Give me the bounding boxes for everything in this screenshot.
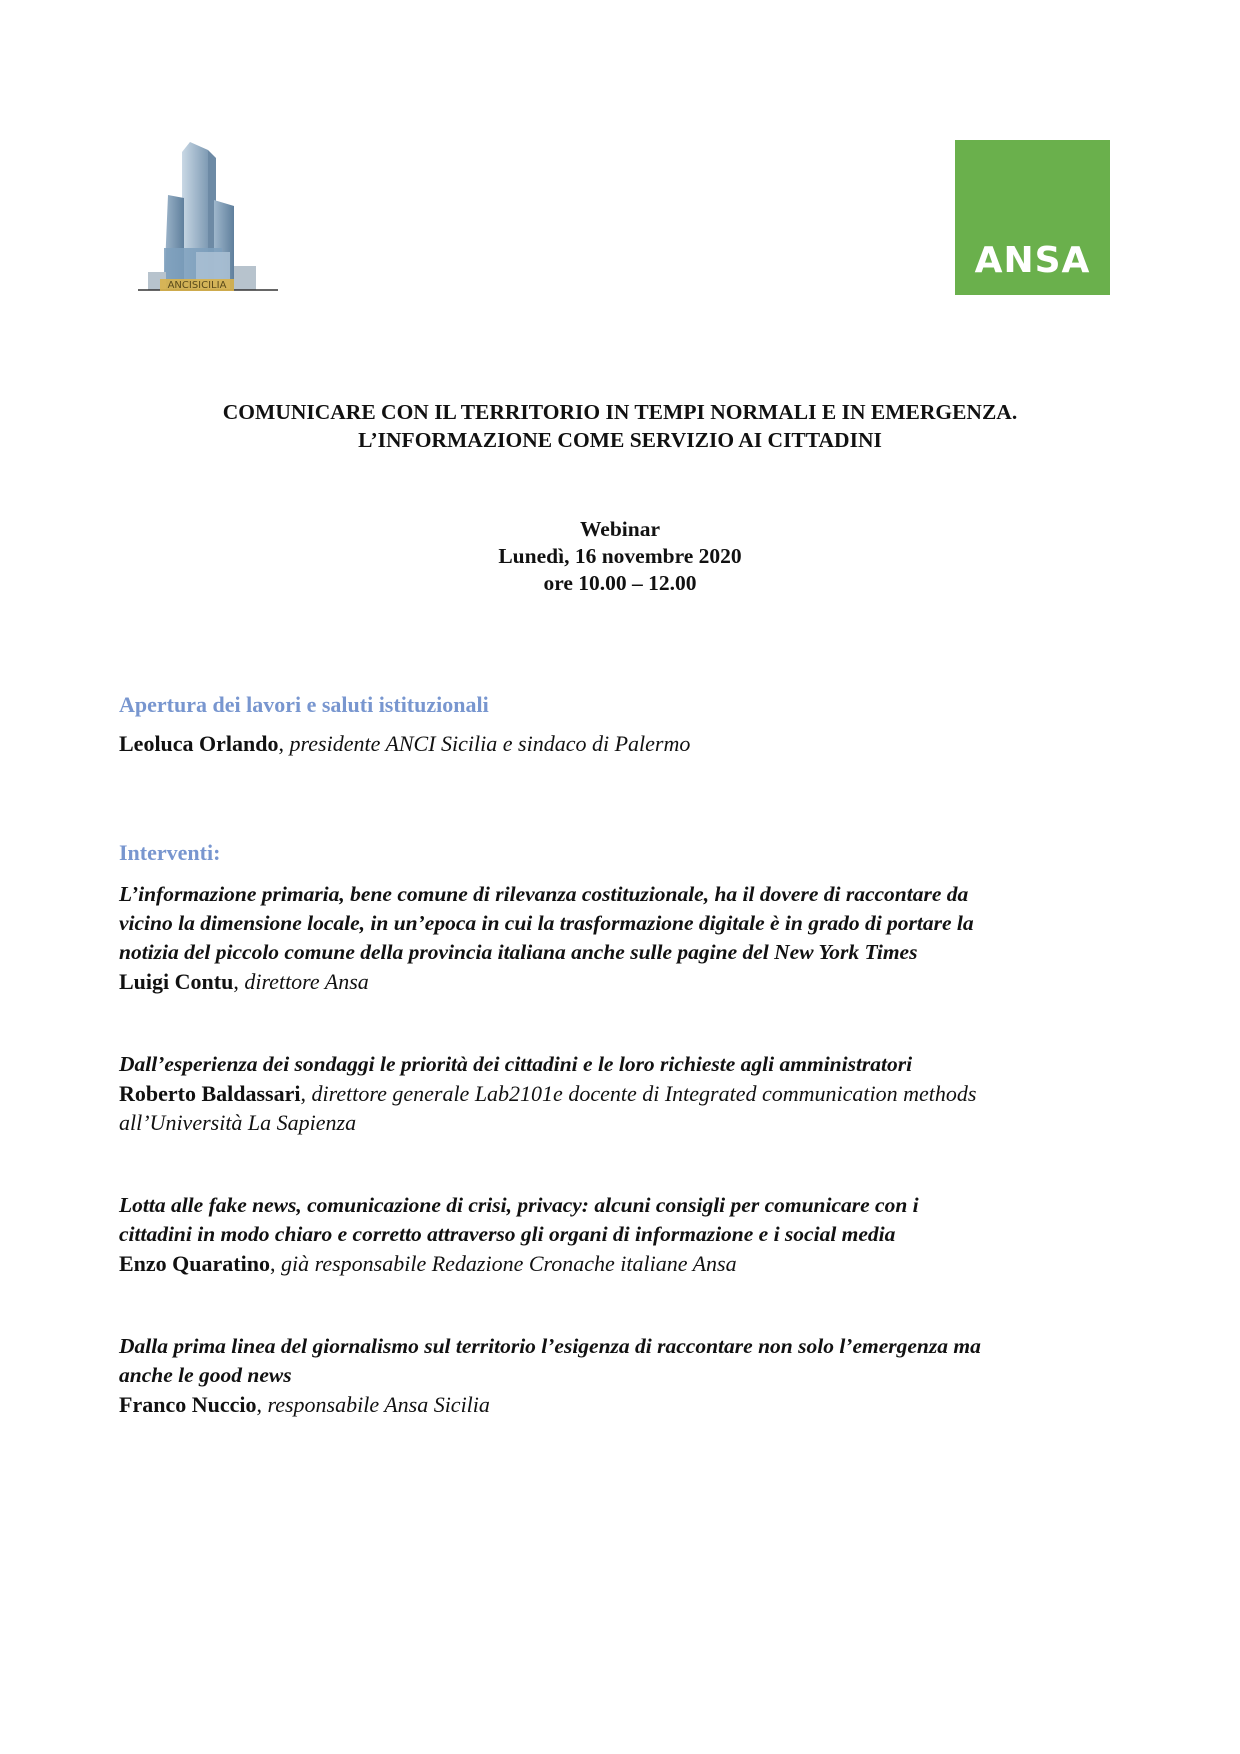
- talk-topic-line: L’informazione primaria, bene comune di rilevanza costituzionale, ha il dovere di raccontare da: [119, 882, 969, 906]
- speaker-role: presidente ANCI Sicilia e sindaco di Palermo: [289, 731, 691, 756]
- event-info: [0, 516, 1240, 597]
- ansa-logo: [955, 140, 1110, 295]
- speaker-name: Enzo Quaratino: [119, 1251, 270, 1276]
- talk-item: [119, 1332, 1129, 1419]
- speaker-role: direttore generale Lab2101e docente di Integrated communication methods: [311, 1081, 977, 1106]
- talk-topic-line: Dall’esperienza dei sondaggi le priorità dei cittadini e le loro richieste agli amministratori: [119, 1052, 913, 1076]
- talk-topic-line: vicino la dimensione locale, in un’epoca in cui la trasformazione digitale è in grado di portare la: [119, 911, 974, 935]
- event-date: Lunedì, 16 novembre 2020: [498, 544, 742, 568]
- opening-heading: Apertura dei lavori e saluti istituzionali: [119, 692, 489, 717]
- talk-topic-line: Lotta alle fake news, comunicazione di crisi, privacy: alcuni consigli per comunicare con i: [119, 1193, 919, 1217]
- speaker-name: Luigi Contu: [119, 969, 234, 994]
- talk-speaker: Enzo Quaratino, già responsabile Redazione Cronache italiane Ansa: [119, 1251, 737, 1276]
- talk-speaker: Roberto Baldassari, direttore generale Lab2101e docente di Integrated communication methods: [119, 1081, 977, 1106]
- talk-item: [119, 1050, 1129, 1137]
- page-title: [0, 398, 1240, 454]
- speaker-name: Franco Nuccio: [119, 1392, 257, 1417]
- anci-logo-lettering: ANCISICILIA: [167, 280, 227, 291]
- speaker-name: Leoluca Orlando: [119, 731, 279, 756]
- speaker-role: già responsabile Redazione Cronache italiane Ansa: [280, 1251, 737, 1276]
- talk-topic-line: cittadini in modo chiaro e corretto attraverso gli organi di informazione e i social media: [119, 1222, 896, 1246]
- title-line-2: L’INFORMAZIONE COME SERVIZIO AI CITTADINI: [358, 428, 882, 452]
- anci-sicilia-logo: [138, 140, 280, 300]
- talk-topic-line: notizia del piccolo comune della provincia italiana anche sulle pagine del New York Times: [119, 940, 918, 964]
- speaker-role: direttore Ansa: [244, 969, 369, 994]
- talk-item: [119, 1191, 1129, 1278]
- opening-speaker: Leoluca Orlando, presidente ANCI Sicilia e sindaco di Palermo: [119, 731, 691, 756]
- talk-speaker-role-cont: [119, 1108, 1129, 1137]
- program-content: [119, 690, 1129, 1419]
- talks-heading: Interventi:: [119, 840, 221, 865]
- speaker-role: responsabile Ansa Sicilia: [267, 1392, 490, 1417]
- speaker-name: Roberto Baldassari: [119, 1081, 301, 1106]
- talk-speaker: Luigi Contu, direttore Ansa: [119, 969, 369, 994]
- title-line-1: COMUNICARE CON IL TERRITORIO IN TEMPI NORMALI E IN EMERGENZA.: [222, 400, 1018, 424]
- event-time: ore 10.00 – 12.00: [543, 571, 697, 595]
- talk-item: [119, 880, 1129, 996]
- talk-topic-line: anche le good news: [119, 1363, 292, 1387]
- event-type: Webinar: [579, 517, 661, 541]
- speaker-role: all’Università La Sapienza: [119, 1110, 357, 1135]
- talk-topic-line: Dalla prima linea del giornalismo sul territorio l’esigenza di raccontare non solo l’emergenza ma: [119, 1334, 981, 1358]
- talk-speaker: Franco Nuccio, responsabile Ansa Sicilia: [119, 1392, 490, 1417]
- ansa-logo-text: ANSA: [974, 240, 1091, 281]
